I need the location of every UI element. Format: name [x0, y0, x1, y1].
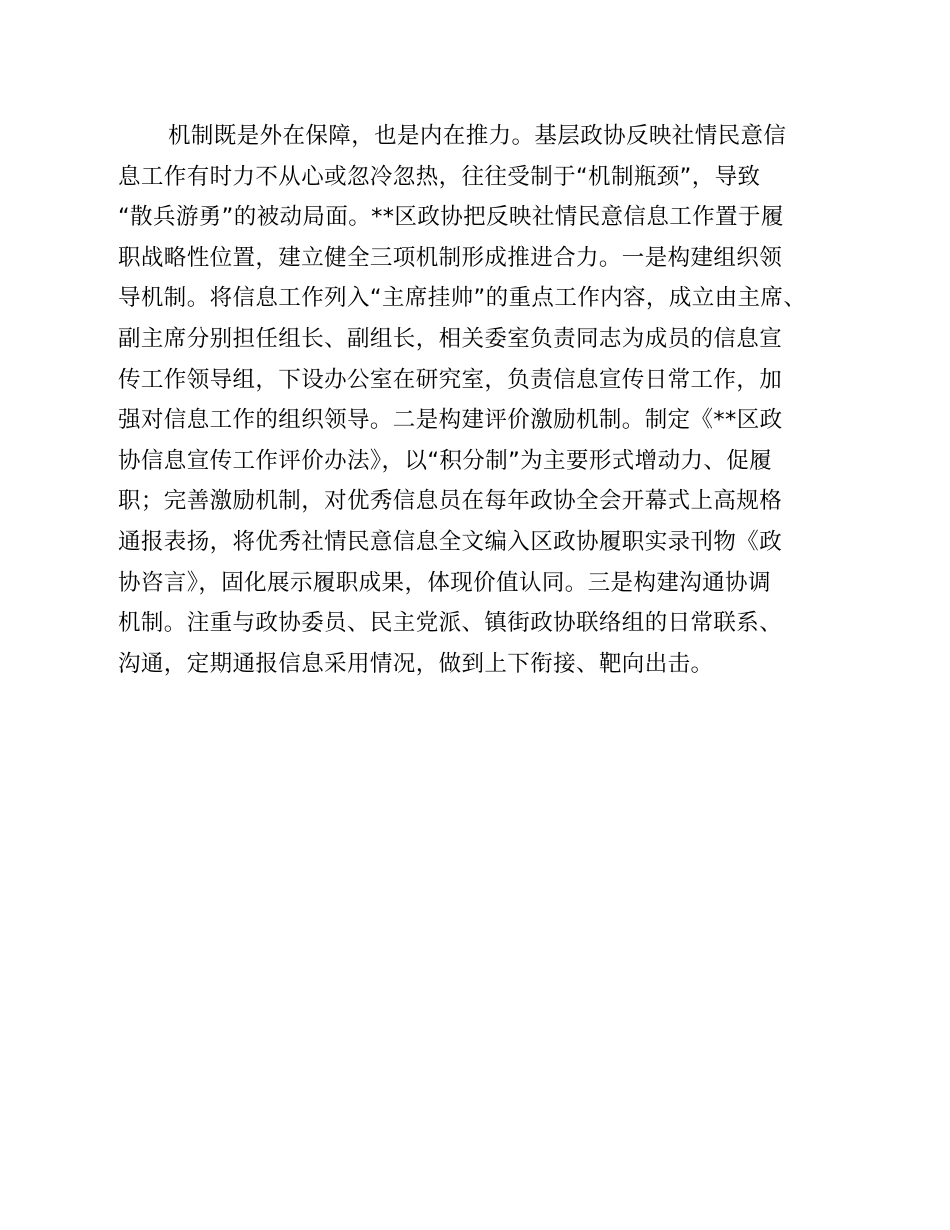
paragraph-line: 副主席分别担任组长、副组长，相关委室负责同志为成员的信息宣 — [118, 325, 783, 352]
paragraph-line: “散兵游勇”的被动局面。**区政协把反映社情民意信息工作置于履 — [118, 204, 784, 231]
paragraph-line: 传工作领导组，下设办公室在研究室，负责信息宣传日常工作，加 — [118, 366, 783, 393]
paragraph-line: 息工作有时力不从心或忽冷忽热，往往受制于“机制瓶颈”，导致 — [118, 163, 761, 190]
paragraph-line: 机制。注重与政协委员、民主党派、镇街政协联络组的日常联系、 — [118, 610, 783, 637]
paragraph-line: 协信息宣传工作评价办法》，以“积分制”为主要形式增动力、促履 — [118, 447, 773, 474]
paragraph-line: 沟通，定期通报信息采用情况，做到上下衔接、靶向出击。 — [118, 650, 714, 677]
paragraph-line: 通报表扬，将优秀社情民意信息全文编入区政协履职实录刊物《政 — [118, 528, 783, 555]
paragraph-line: 导机制。将信息工作列入“主席挂帅”的重点工作内容，成立由主席、 — [118, 285, 807, 312]
body-paragraph — [118, 116, 878, 684]
paragraph-line: 机制既是外在保障，也是内在推力。基层政协反映社情民意信 — [168, 123, 787, 149]
paragraph-line: 职战略性位置，建立健全三项机制形成推进合力。一是构建组织领 — [118, 244, 783, 271]
paragraph-line: 职；完善激励机制，对优秀信息员在每年政协全会开幕式上高规格 — [118, 488, 783, 515]
paragraph-line: 协咨言》，固化展示履职成果，体现价值认同。三是构建沟通协调 — [118, 569, 771, 596]
paragraph-line: 强对信息工作的组织领导。二是构建评价激励机制。制定《**区政 — [118, 407, 783, 434]
